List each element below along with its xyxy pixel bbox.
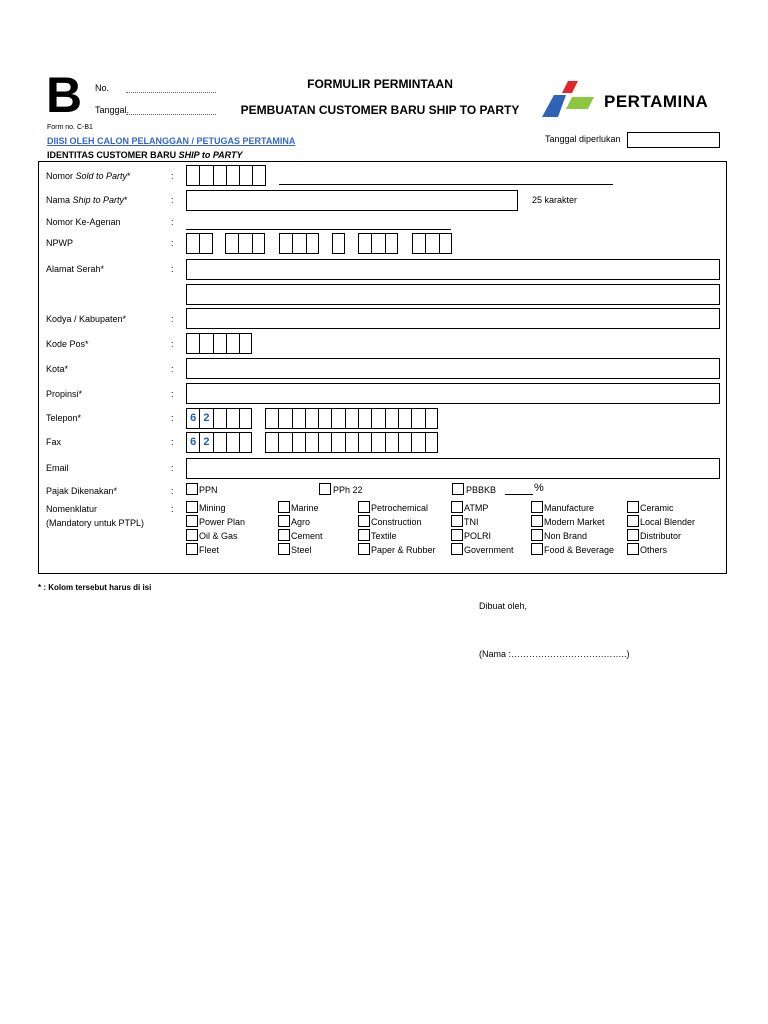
tanggal-label: Tanggal. xyxy=(95,105,130,115)
nomenklatur-option-label: Others xyxy=(640,545,668,555)
form-number: Form no. C-B1 xyxy=(47,124,93,131)
colon: : xyxy=(171,389,174,399)
digit-cell[interactable] xyxy=(358,233,371,254)
digit-cell[interactable] xyxy=(238,233,251,254)
digit-cell[interactable] xyxy=(265,432,278,453)
colon: : xyxy=(171,217,174,227)
alamat-input-line-2[interactable] xyxy=(186,284,720,305)
digit-cell[interactable]: 2 xyxy=(199,432,212,453)
nomenklatur-checkbox[interactable] xyxy=(186,501,198,513)
section-title xyxy=(47,150,243,160)
digit-cell[interactable]: 6 xyxy=(186,408,199,429)
nomenklatur-checkbox[interactable] xyxy=(358,529,370,541)
brand-name: PERTAMINA xyxy=(604,92,709,111)
tanggal-line xyxy=(126,114,216,115)
nomenklatur-option-label: ATMP xyxy=(464,503,489,513)
colon: : xyxy=(171,504,174,514)
nomenklatur-note: (Mandatory untuk PTPL) xyxy=(46,518,145,528)
digit-cell[interactable] xyxy=(199,233,212,254)
digit-cell[interactable] xyxy=(278,432,291,453)
nomenklatur-checkbox[interactable] xyxy=(186,529,198,541)
ship-to-label xyxy=(46,195,128,205)
nomenklatur-checkbox[interactable] xyxy=(358,515,370,527)
pbbkb-checkbox[interactable] xyxy=(452,483,464,495)
colon: : xyxy=(171,195,174,205)
nomenklatur-checkbox[interactable] xyxy=(278,529,290,541)
npwp-group-2[interactable] xyxy=(225,233,265,254)
digit-cell[interactable] xyxy=(213,165,226,186)
no-label: No. xyxy=(95,83,110,93)
digit-cell[interactable] xyxy=(385,233,398,254)
digit-cell[interactable] xyxy=(331,408,344,429)
keagenan-label: Nomor Ke-Agenan xyxy=(46,217,121,227)
nomenklatur-checkbox[interactable] xyxy=(358,543,370,555)
nomenklatur-option-label: Marine xyxy=(291,503,319,513)
digit-cell[interactable] xyxy=(239,408,252,429)
kodya-label: Kodya / Kabupaten* xyxy=(46,314,127,324)
sold-to-italic: Sold to Party xyxy=(75,171,128,181)
colon: : xyxy=(171,463,174,473)
form-subtitle: PEMBUATAN CUSTOMER BARU SHIP TO PARTY xyxy=(240,103,520,117)
nomenklatur-checkbox[interactable] xyxy=(627,501,639,513)
colon: : xyxy=(171,264,174,274)
nomenklatur-checkbox[interactable] xyxy=(531,515,543,527)
digit-cell[interactable] xyxy=(226,408,239,429)
nomenklatur-checkbox[interactable] xyxy=(531,501,543,513)
nomenklatur-option-label: Mining xyxy=(199,503,226,513)
colon: : xyxy=(171,437,174,447)
pph22-checkbox[interactable] xyxy=(319,483,331,495)
nomenklatur-option-label: Paper & Rubber xyxy=(371,545,436,555)
sold-to-suffix: * xyxy=(127,171,131,181)
form-letter: B xyxy=(46,67,83,123)
kota-input[interactable] xyxy=(186,358,720,379)
nomenklatur-option-label: Construction xyxy=(371,517,422,527)
ship-to-name-input[interactable] xyxy=(186,190,518,211)
digit-cell[interactable] xyxy=(292,432,305,453)
nomenklatur-option-label: POLRI xyxy=(464,531,492,541)
section-title-italic: SHIP to PARTY xyxy=(178,150,243,160)
telepon-label: Telepon* xyxy=(46,413,82,423)
required-note: * : Kolom tersebut harus di isi xyxy=(38,583,152,592)
colon: : xyxy=(171,314,174,324)
colon: : xyxy=(171,171,174,181)
nomenklatur-option-label: Oil & Gas xyxy=(199,531,238,541)
nomenklatur-label: Nomenklatur xyxy=(46,504,98,514)
colon: : xyxy=(171,238,174,248)
digit-cell[interactable] xyxy=(186,333,199,354)
nomenklatur-checkbox[interactable] xyxy=(627,543,639,555)
digit-cell[interactable] xyxy=(439,233,452,254)
made-by-label: Dibuat oleh, xyxy=(479,601,528,611)
nomenklatur-option-label: Steel xyxy=(291,545,312,555)
percent-sign: % xyxy=(534,482,544,494)
nomenklatur-option-label: Agro xyxy=(291,517,311,527)
kota-label: Kota* xyxy=(46,364,69,374)
digit-cell[interactable] xyxy=(292,233,305,254)
digit-cell[interactable] xyxy=(385,408,398,429)
colon: : xyxy=(171,486,174,496)
nomenklatur-checkbox[interactable] xyxy=(358,501,370,513)
telepon-area-input[interactable] xyxy=(186,408,252,429)
nomenklatur-checkbox[interactable] xyxy=(451,501,463,513)
colon: : xyxy=(171,364,174,374)
propinsi-label: Propinsi* xyxy=(46,389,83,399)
kodepos-input[interactable] xyxy=(186,333,252,354)
digit-cell[interactable] xyxy=(371,432,384,453)
kodepos-label: Kode Pos* xyxy=(46,339,89,349)
pbbkb-percent-input[interactable] xyxy=(505,494,533,495)
digit-cell[interactable] xyxy=(265,408,278,429)
colon: : xyxy=(171,339,174,349)
date-needed-input[interactable] xyxy=(627,132,720,148)
sold-to-prefix: Nomor xyxy=(46,171,76,181)
digit-cell[interactable] xyxy=(213,432,226,453)
alamat-input-line-1[interactable] xyxy=(186,259,720,280)
pbbkb-label: PBBKB xyxy=(466,485,497,495)
nomenklatur-option-label: Petrochemical xyxy=(371,503,429,513)
digit-cell[interactable] xyxy=(425,233,438,254)
nomenklatur-checkbox[interactable] xyxy=(531,543,543,555)
fax-area-input[interactable] xyxy=(186,432,252,453)
pph22-label: PPh 22 xyxy=(333,485,363,495)
email-input[interactable] xyxy=(186,458,720,479)
logo-blue-shape xyxy=(542,95,566,117)
sold-to-input[interactable] xyxy=(186,165,266,186)
nomenklatur-checkbox[interactable] xyxy=(451,529,463,541)
no-line xyxy=(126,92,216,93)
digit-cell[interactable] xyxy=(239,333,252,354)
digit-cell[interactable] xyxy=(385,432,398,453)
instruction-link[interactable]: DIISI OLEH CALON PELANGGAN / PETUGAS PERTAMINA xyxy=(47,136,296,146)
digit-cell[interactable] xyxy=(371,408,384,429)
digit-cell[interactable] xyxy=(226,432,239,453)
nomenklatur-option-label: Modern Market xyxy=(544,517,605,527)
digit-cell[interactable] xyxy=(292,408,305,429)
digit-cell[interactable] xyxy=(252,233,265,254)
signature-name-line: (Nama :………………………….……..) xyxy=(479,649,630,659)
sold-to-label xyxy=(46,171,131,181)
nomenklatur-option-label: Non Brand xyxy=(544,531,588,541)
digit-cell[interactable] xyxy=(199,165,212,186)
nomenklatur-checkbox[interactable] xyxy=(278,501,290,513)
digit-cell[interactable] xyxy=(239,432,252,453)
nomenklatur-option-label: TNI xyxy=(464,517,479,527)
nomenklatur-option-label: Distributor xyxy=(640,531,682,541)
date-needed-label: Tanggal diperlukan xyxy=(545,134,621,144)
digit-cell[interactable] xyxy=(425,432,438,453)
nomenklatur-option-label: Textile xyxy=(371,531,397,541)
digit-cell[interactable] xyxy=(226,333,239,354)
digit-cell[interactable] xyxy=(411,432,424,453)
nomenklatur-option-label: Fleet xyxy=(199,545,220,555)
fax-number-input[interactable] xyxy=(265,432,438,453)
digit-cell[interactable] xyxy=(305,408,318,429)
digit-cell[interactable] xyxy=(358,432,371,453)
digit-cell[interactable]: 6 xyxy=(186,432,199,453)
digit-cell[interactable] xyxy=(371,233,384,254)
digit-cell[interactable] xyxy=(252,165,265,186)
ship-to-italic: Ship to Party xyxy=(72,195,125,205)
digit-cell[interactable] xyxy=(199,333,212,354)
digit-cell[interactable] xyxy=(398,408,411,429)
pajak-label: Pajak Dikenakan* xyxy=(46,486,118,496)
digit-cell[interactable] xyxy=(279,233,292,254)
digit-cell[interactable] xyxy=(425,408,438,429)
colon: : xyxy=(171,413,174,423)
npwp-group-6[interactable] xyxy=(412,233,452,254)
ship-to-prefix: Nama xyxy=(46,195,73,205)
npwp-group-1[interactable] xyxy=(186,233,213,254)
digit-cell[interactable] xyxy=(226,165,239,186)
digit-cell[interactable] xyxy=(358,408,371,429)
digit-cell[interactable] xyxy=(345,432,358,453)
nomenklatur-checkbox[interactable] xyxy=(278,543,290,555)
ship-to-hint: 25 karakter xyxy=(532,195,578,205)
npwp-group-3[interactable] xyxy=(279,233,319,254)
digit-cell[interactable]: 2 xyxy=(199,408,212,429)
nomenklatur-checkbox[interactable] xyxy=(627,515,639,527)
ship-to-suffix: * xyxy=(124,195,128,205)
nomenklatur-option-label: Cement xyxy=(291,531,323,541)
nomenklatur-option-label: Ceramic xyxy=(640,503,674,513)
section-title-prefix: IDENTITAS CUSTOMER BARU xyxy=(47,150,179,160)
nomenklatur-checkbox[interactable] xyxy=(627,529,639,541)
digit-cell[interactable] xyxy=(345,408,358,429)
digit-cell[interactable] xyxy=(412,233,425,254)
npwp-group-4[interactable] xyxy=(332,233,345,254)
digit-cell[interactable] xyxy=(332,233,345,254)
digit-cell[interactable] xyxy=(278,408,291,429)
sold-to-name-line[interactable] xyxy=(279,184,613,185)
digit-cell[interactable] xyxy=(411,408,424,429)
nomenklatur-checkbox[interactable] xyxy=(451,515,463,527)
nomenklatur-option-label: Power Plan xyxy=(199,517,246,527)
digit-cell[interactable] xyxy=(318,408,331,429)
nomenklatur-checkbox[interactable] xyxy=(186,515,198,527)
nomenklatur-checkbox[interactable] xyxy=(451,543,463,555)
nomenklatur-option-label: Manufacture xyxy=(544,503,595,513)
pertamina-logo-icon xyxy=(540,79,600,119)
logo-red-shape xyxy=(562,81,578,93)
nomenklatur-checkbox[interactable] xyxy=(186,543,198,555)
nomenklatur-option-label: Food & Beverage xyxy=(544,545,615,555)
nomenklatur-option-label: Government xyxy=(464,545,514,555)
npwp-label: NPWP xyxy=(46,238,73,248)
digit-cell[interactable] xyxy=(213,408,226,429)
digit-cell[interactable] xyxy=(305,432,318,453)
nomenklatur-checkbox[interactable] xyxy=(278,515,290,527)
nomenklatur-option-label: Local Blender xyxy=(640,517,696,527)
digit-cell[interactable] xyxy=(331,432,344,453)
alamat-label: Alamat Serah* xyxy=(46,264,105,274)
digit-cell[interactable] xyxy=(225,233,238,254)
npwp-group-5[interactable] xyxy=(358,233,398,254)
telepon-number-input[interactable] xyxy=(265,408,438,429)
digit-cell[interactable] xyxy=(398,432,411,453)
digit-cell[interactable] xyxy=(306,233,319,254)
digit-cell[interactable] xyxy=(213,333,226,354)
keagenan-input[interactable] xyxy=(186,229,451,230)
kodya-input[interactable] xyxy=(186,308,720,329)
logo-green-shape xyxy=(566,97,594,109)
digit-cell[interactable] xyxy=(186,165,199,186)
digit-cell[interactable] xyxy=(318,432,331,453)
propinsi-input[interactable] xyxy=(186,383,720,404)
ppn-checkbox[interactable] xyxy=(186,483,198,495)
ppn-label: PPN xyxy=(199,485,218,495)
form-title: FORMULIR PERMINTAAN xyxy=(307,77,453,91)
nomenklatur-checkbox[interactable] xyxy=(531,529,543,541)
email-label: Email xyxy=(46,463,69,473)
digit-cell[interactable] xyxy=(239,165,252,186)
digit-cell[interactable] xyxy=(186,233,199,254)
fax-label: Fax xyxy=(46,437,62,447)
